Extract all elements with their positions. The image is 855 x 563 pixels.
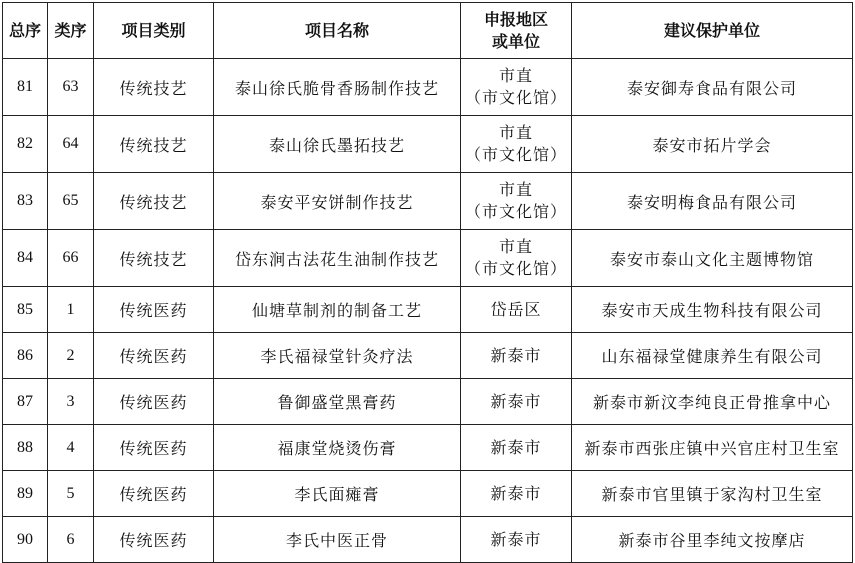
- region-cell: [461, 116, 572, 173]
- region-cell: [461, 425, 572, 471]
- region-line2: （市文化馆）: [464, 259, 567, 278]
- category-order-cell: 6: [48, 517, 94, 563]
- category-cell: 传统医药: [94, 517, 214, 563]
- region-line1: 岱岳区: [490, 299, 542, 319]
- region-line1: 市直: [498, 66, 533, 85]
- region-line1: 市直: [498, 123, 533, 142]
- header-category-order: 类序: [48, 3, 94, 59]
- category-cell: 传统医药: [94, 287, 214, 333]
- protection-unit-cell: 泰安市泰山文化主题博物馆: [572, 230, 853, 287]
- protection-unit-cell: 新泰市谷里李纯文按摩店: [572, 517, 853, 563]
- project-name-cell: 仙塘草制剂的制备工艺: [214, 287, 461, 333]
- project-name-cell: 鲁御盛堂黑膏药: [214, 379, 461, 425]
- category-order-cell: 3: [48, 379, 94, 425]
- category-order-cell: 2: [48, 333, 94, 379]
- heritage-project-table: [2, 2, 853, 563]
- project-name-cell: 李氏福禄堂针灸疗法: [214, 333, 461, 379]
- table-row: [3, 287, 853, 333]
- category-order-cell: 1: [48, 287, 94, 333]
- category-cell: 传统技艺: [94, 230, 214, 287]
- region-cell: [461, 173, 572, 230]
- region-cell: [461, 333, 572, 379]
- region-line1: 市直: [498, 180, 533, 199]
- protection-unit-cell: 新泰市官里镇于家沟村卫生室: [572, 471, 853, 517]
- region-line1: 新泰市: [490, 529, 542, 549]
- total-order-cell: 85: [3, 287, 48, 333]
- protection-unit-cell: 新泰市西张庄镇中兴官庄村卫生室: [572, 425, 853, 471]
- category-order-cell: 4: [48, 425, 94, 471]
- region-cell: [461, 517, 572, 563]
- total-order-cell: 88: [3, 425, 48, 471]
- region-cell: [461, 471, 572, 517]
- region-line1: 新泰市: [490, 483, 542, 503]
- table-row: [3, 173, 853, 230]
- header-region-line1: 申报地区: [483, 9, 548, 29]
- region-line1: 市直: [498, 237, 533, 256]
- header-project-name: 项目名称: [214, 3, 461, 59]
- protection-unit-cell: 新泰市新汶李纯良正骨推拿中心: [572, 379, 853, 425]
- region-line1: 新泰市: [490, 437, 542, 457]
- protection-unit-cell: 泰安市天成生物科技有限公司: [572, 287, 853, 333]
- protection-unit-cell: 泰安御寿食品有限公司: [572, 59, 853, 116]
- header-region-line2: 或单位: [491, 31, 540, 51]
- table-header-row: [3, 3, 853, 59]
- project-name-cell: 泰山徐氏脆骨香肠制作技艺: [214, 59, 461, 116]
- region-cell: [461, 287, 572, 333]
- region-cell: [461, 59, 572, 116]
- category-order-cell: 64: [48, 116, 94, 173]
- protection-unit-cell: 泰安市拓片学会: [572, 116, 853, 173]
- header-total-order: 总序: [3, 3, 48, 59]
- project-name-cell: 岱东涧古法花生油制作技艺: [214, 230, 461, 287]
- region-line2: （市文化馆）: [464, 145, 567, 164]
- project-name-cell: 泰安平安饼制作技艺: [214, 173, 461, 230]
- total-order-cell: 83: [3, 173, 48, 230]
- category-order-cell: 5: [48, 471, 94, 517]
- protection-unit-cell: 泰安明梅食品有限公司: [572, 173, 853, 230]
- total-order-cell: 89: [3, 471, 48, 517]
- category-cell: 传统技艺: [94, 59, 214, 116]
- protection-unit-cell: 山东福禄堂健康养生有限公司: [572, 333, 853, 379]
- region-line1: 新泰市: [490, 391, 542, 411]
- header-region: [461, 3, 572, 59]
- project-name-cell: 李氏面瘫膏: [214, 471, 461, 517]
- region-line1: 新泰市: [490, 345, 542, 365]
- table-row: [3, 59, 853, 116]
- total-order-cell: 81: [3, 59, 48, 116]
- region-line2: （市文化馆）: [464, 202, 567, 221]
- total-order-cell: 87: [3, 379, 48, 425]
- category-order-cell: 63: [48, 59, 94, 116]
- header-protection-unit: 建议保护单位: [572, 3, 853, 59]
- total-order-cell: 82: [3, 116, 48, 173]
- region-line2: （市文化馆）: [464, 88, 567, 107]
- table-row: [3, 333, 853, 379]
- category-cell: 传统医药: [94, 379, 214, 425]
- category-order-cell: 66: [48, 230, 94, 287]
- table-row: [3, 230, 853, 287]
- category-order-cell: 65: [48, 173, 94, 230]
- region-cell: [461, 379, 572, 425]
- project-name-cell: 李氏中医正骨: [214, 517, 461, 563]
- category-cell: 传统医药: [94, 471, 214, 517]
- project-name-cell: 泰山徐氏墨拓技艺: [214, 116, 461, 173]
- total-order-cell: 86: [3, 333, 48, 379]
- category-cell: 传统技艺: [94, 116, 214, 173]
- category-cell: 传统医药: [94, 333, 214, 379]
- category-cell: 传统技艺: [94, 173, 214, 230]
- table-row: [3, 471, 853, 517]
- table-row: [3, 517, 853, 563]
- category-cell: 传统医药: [94, 425, 214, 471]
- region-cell: [461, 230, 572, 287]
- total-order-cell: 84: [3, 230, 48, 287]
- header-category: 项目类别: [94, 3, 214, 59]
- total-order-cell: 90: [3, 517, 48, 563]
- table-row: [3, 116, 853, 173]
- table-row: [3, 379, 853, 425]
- project-name-cell: 福康堂烧烫伤膏: [214, 425, 461, 471]
- table-row: [3, 425, 853, 471]
